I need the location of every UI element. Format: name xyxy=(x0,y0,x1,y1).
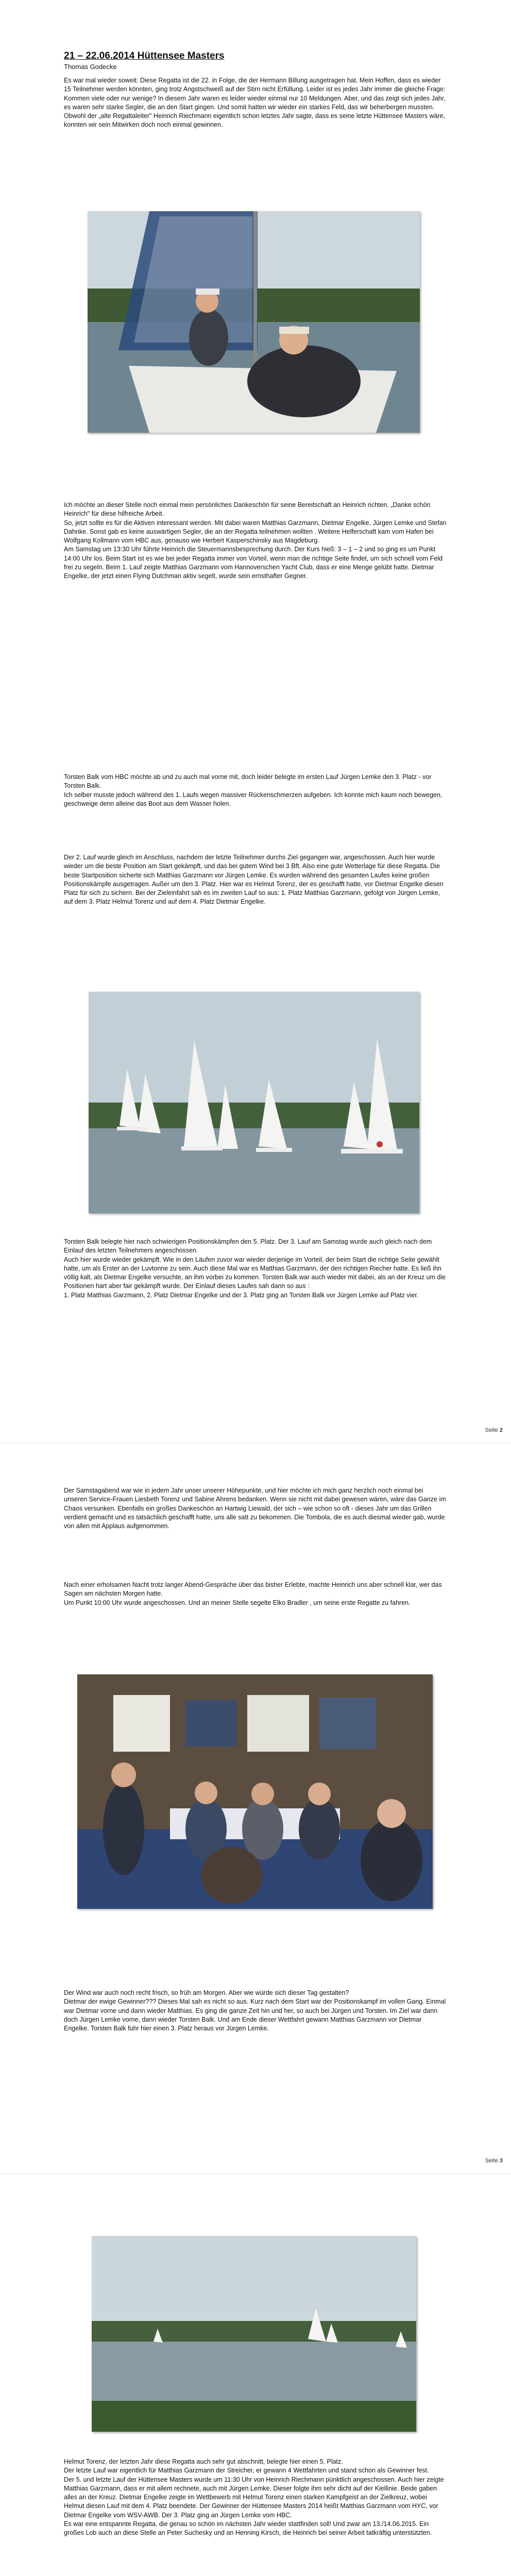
paragraph-sunday-morning xyxy=(64,1581,448,1607)
paragraph-text: Der Samstagabend war wie in jedem Jahr unser unserer Höhepunkte, und hier möchte ich mich ganz herzlich noch einmal bei unseren Service-Frauen Liesbeth Torenz und Sabine Ahrens bedanken. Wenn sie nicht mit dabei gewesen wären, wäre das Ganze im Chaos versunken. Ebenfalls ein großes Dankeschön an Hartwig Liewald, der sich – wie schon so oft - dieses Jahr um das Grillen verdient gemacht und es tatsächlich geschafft hatte, uns alle satt zu bekommen. Die Tombola, die es auch diesmal wieder gab, wurde von allen mit Applaus aufgenommen. xyxy=(64,1487,446,1530)
paragraph-intro xyxy=(64,76,448,130)
paragraph-text: Nach einer erholsamen Nacht trotz langer Abend-Gespräche über das bisher Erlebte, machte Heinrich uns aber schnell klar, wer das Sagen am nächsten Morgen hatte. Um Punkt 10:00 Uhr wurde angeschossen. Und an meiner Stelle segelte Elko Bradler , um seine erste Regatte zu fahren. xyxy=(64,1581,442,1606)
paragraph-thanks xyxy=(64,501,448,581)
paragraph-saturday-evening xyxy=(64,1486,448,1531)
paragraph-text: Der 2. Lauf wurde gleich im Anschluss, nachdem der letzte Teilnehmer durchs Ziel gegangen war, angeschossen. Auch hier wurde wieder um die beste Position am Start gekämpft, und das bei gutem Wind bei 3 Bft. Also eine gute Wetterlage für diese Regatta. Die beste Startposition sicherte sich Matthias Garzmann vor Jürgen Lemke. Es wurden während des gesamten Laufes keine großen Positionskämpfe ausgetragen. Außer um den 3. Platz. Hier war es Helmut Torenz, der es geschafft hatte, vor Dietmar Engelke diesen Platz für sich zu sichern. Bei der Zieleinfahrt sah es im zweiten Lauf so aus: 1. Platz Matthias Garzmann, gefolgt von Jürgen Lemke, auf dem 3. Platz Helmut Torenz und auf dem 4. Platz Dietmar Engelke. xyxy=(64,854,444,906)
photo-lake-panorama xyxy=(92,2236,416,2432)
photo-clubhouse-gathering xyxy=(77,1674,433,1909)
photo-regatta-fleet xyxy=(89,992,419,1213)
page-divider xyxy=(0,2173,511,2174)
paragraph-first-race xyxy=(64,773,448,808)
page-number-3: Seite 3 xyxy=(485,2158,503,2164)
page-number-2: Seite 2 xyxy=(485,1427,503,1433)
paragraph-text: Torsten Balk vom HBC möchte ab und zu auch mal vorne mit, doch leider belegte im ersten Lauf Jürgen Lemke den 3. Platz - vor Torsten Balk. Ich selber musste jedoch während des 1. Laufs wegen massiver Rückenschmerzen aufgeben. Ich konnte mich kaum noch bewegen, geschweige denn alleine das Boot aus dem Wasser holen. xyxy=(64,773,442,807)
paragraph-text: Es war mal wieder soweit. Diese Regatta ist die 22. in Folge, die der Hermann Billung ausgetragen hat. Mein Hoffen, dass es wieder 15 Teilnehmer werden könnten, ging trotz Angstschweiß auf der Stirn nicht Erfüllung. Leider ist es jedes Jahr immer die gleiche Frage: Kommen viele oder nur wenige? In diesem Jahr waren es leider wieder einmal nur 10 Meldungen. Aber, und das zeigt sich jedes Jahr, es waren sehr starke Segler, die an den Start gingen. Und somit hatten wir wieder ein starkes Feld, das wir beherbergen mussten. Obwohl der „alte Regattaleiter" Heinrich Riechmann eigentlich schon letztes Jahr sagte, dass es seine letzte Hüttensee Masters wäre, konnten wir sein Mitwirken doch noch einmal gewinnen. xyxy=(64,77,446,129)
document-header xyxy=(64,50,448,71)
paragraph-text: Der Wind war auch noch recht frisch, so früh am Morgen. Aber wie würde sich dieser Tag gestalten? Dietmar der ewige Gewinner??? Dieses Mal sah es nicht so aus. Kurz nach dem Start war der Positionskampf im vollen Gang. Einmal war Dietmar vorne und dann wieder Matthias. Es ging die ganze Zeit hin und her, so auch bei Jürgen und Torsten. Im Ziel war dann doch Jürgen Lemke vorne, dann wieder Torsten Balk. Und am Ende dieser Wettfahrt gewann Matthias Garzmann vor Dietmar Engelke. Torsten Balk fuhr hier einen 3. Platz heraus vor Jürgen Lemke. xyxy=(64,1989,446,2032)
paragraph-text: Helmut Torenz, der letzten Jahr diese Regatta auch sehr gut abschnitt, belegte hier einen 5. Platz. Der letzte Lauf war eigentlich für Matthias Garzmann der Streicher, er gewann 4 Wettfahrten und stand schon als Gewinner fest. Der 5. und letzte Lauf der Hüttensee Masters wurde um 11:30 Uhr von Heinrich Riechmann pünktlich angeschossen. Auch hier zeigte Matthias Garzmann, dass er mit allem rechnete, auch mit Jürgen Lemke. Dieser folgte ihm sehr dicht auf der Kiellinie. Beide gaben alles an der Kreuz. Dietmar Engelke zeigte im Wettbewerb mit Helmut Torenz einen starken Kampfgeist an der Zielkreuz, wobei Helmut diesen Lauf mit dem 4. Platz beendete. Der Gewinner der Hüttensee Masters 2014 heißt Matthias Garzmann vom HYC, vor Dietmar Engelke vom WSV-AWB. Der 3. Platz ging an Jürgen Lemke vom HBC. Es war eine entspannte Regatta, die genau so schön im nächsten Jahr wieder stattfinden soll! Und zwar am 13./14.06.2015. Ein großes Lob auch an diese Stelle an Peter Suchesky und an Henning Kirsch, die Heinrich bei seiner Arbeit tatkräftig unterstützten. xyxy=(64,2458,444,2537)
paragraph-sunday-race xyxy=(64,1989,448,2033)
paragraph-second-race xyxy=(64,853,448,907)
document-author: Thomas Godecke xyxy=(64,63,117,71)
paragraph-text: Ich möchte an dieser Stelle noch einmal mein persönliches Dankeschön für seine Bereitschaft an Heinrich richten. „Danke schön Heinrich" für diese hilfreiche Arbeit. So, jetzt sollte es für die Aktiven interessant werden. Mit dabei waren Matthias Garzmann, Dietmar Engelke, Jürgen Lemke und Stefan Dahnke. Sonst gab es keine auswärtigen Segler, die an der Regatta teilnehmen wollten . Weitere Helferschaft kam vom Hafen bei Wolfgang Kollmann vom HBC aus, genauso wie Herbert Kasperschinsky aus Magdeburg. Am Samstag um 13:30 Uhr führte Heinrich die Steuermannsbesprechung durch. Der Kurs hieß: 3 – 1 – 2 und so ging es um Punkt 14:00 Uhr los. Beim Start ist es wie bei jeder Regatta immer von Vorteil, wenn man die richtige Seite findet, um sich schnell vom Feld frei zu segeln. Beim 1. Lauf zeigte Matthias Garzmann vom Hannoverschen Yacht Club, dass er eine Menge gelübt hatte. Dietmar Engelke, der jetzt einen Flying Dutchman aktiv segelt, wurde sein ernsthafter Gegner. xyxy=(64,501,447,580)
photo-lake-illustration xyxy=(92,2236,416,2432)
document-title: 21 – 22.06.2014 Hüttensee Masters xyxy=(64,50,225,61)
paragraph-text: Torsten Balk belegte hier nach schwierigen Positionskämpfen den 5. Platz. Der 3. Lauf am Samstag wurde auch gleich nach dem Einlauf des letzten Teilnehmers angeschossen. Auch hier wurde wieder gekämpft. Wie in den Läufen zuvor war wieder derjenige im Vorteil, der beim Start die richtige Seite gewählt hatte, um als Erster an der Luvtonne zu sein. Auch diese Mal war es Matthias Garzmann, der den richtigen Riecher hatte. Es ließ ihn völlig kalt, als Dietmar Engelke versuchte, an ihm vorbei zu kommen. Torsten Balk war auch wieder mit dabei, als an der Kreuz um die Positionen hart aber fair gekämpft wurde. Der Einlauf dieses Laufes sah dann so aus : 1. Platz Matthias Garzmann, 2. Platz Dietmar Engelke und der 3. Platz ging an Torsten Balk vor Jürgen Lemke auf Platz vier. xyxy=(64,1238,446,1299)
photo-gathering-illustration xyxy=(77,1674,433,1909)
photo-sailors-in-dinghy xyxy=(88,211,420,433)
paragraph-third-race xyxy=(64,1238,448,1300)
photo-fleet-illustration xyxy=(89,992,419,1213)
paragraph-final-race xyxy=(64,2458,448,2538)
photo-sailors-illustration xyxy=(88,211,420,433)
